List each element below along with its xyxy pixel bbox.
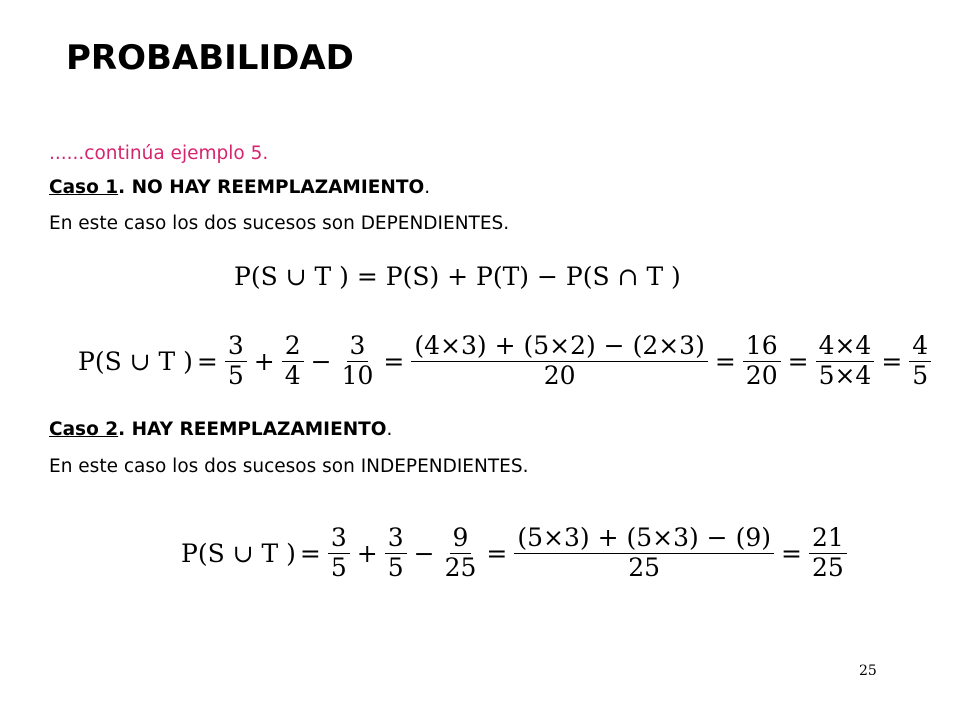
case1-separator: . [118, 177, 132, 198]
case2-heading [49, 419, 392, 440]
fraction [385, 524, 407, 583]
denominator: 25 [811, 552, 844, 582]
case1-lhs: P(S ∪ T ) [78, 346, 193, 376]
numerator: 2 [282, 332, 304, 362]
numerator: (4×3) + (5×2) − (2×3) [411, 332, 707, 362]
numerator: (5×3) + (5×3) − (9) [514, 524, 774, 554]
fraction [328, 524, 350, 583]
denominator: 5 [387, 552, 404, 582]
fraction [809, 524, 847, 583]
fraction [339, 332, 377, 391]
case2-formula [181, 524, 850, 583]
fraction [225, 332, 247, 391]
case1-formula [78, 332, 934, 391]
numerator: 9 [450, 524, 472, 554]
case2-lhs: P(S ∪ T ) [181, 538, 296, 568]
slide-title: PROBABILIDAD [66, 38, 354, 78]
plus-sign: + [253, 346, 275, 376]
denominator: 25 [628, 552, 661, 582]
denominator: 25 [444, 552, 477, 582]
equals-sign: = [299, 538, 321, 568]
numerator: 3 [328, 524, 350, 554]
numerator: 21 [809, 524, 847, 554]
case2-description: En este caso los dos sucesos son INDEPENDIENTES. [49, 456, 529, 477]
equals-sign: = [781, 538, 802, 568]
plus-sign: + [356, 538, 378, 568]
denominator: 20 [543, 360, 576, 390]
continuation-note: ......continúa ejemplo 5. [49, 143, 269, 164]
fraction [411, 332, 707, 391]
case2-separator: . [118, 419, 132, 440]
equals-sign: = [787, 346, 809, 376]
denominator: 5 [330, 552, 347, 582]
case2-period: . [386, 419, 393, 440]
numerator: 3 [385, 524, 407, 554]
numerator: 4 [909, 332, 931, 362]
fraction [909, 332, 931, 391]
case1-title: NO HAY REEMPLAZAMIENTO [131, 177, 425, 198]
fraction [743, 332, 781, 391]
denominator: 4 [284, 360, 301, 390]
case1-period: . [424, 177, 431, 198]
denominator: 5 [227, 360, 244, 390]
fraction [816, 332, 875, 391]
equals-sign: = [881, 346, 903, 376]
fraction [514, 524, 774, 583]
denominator: 10 [341, 360, 374, 390]
denominator: 20 [745, 360, 778, 390]
denominator: 5 [912, 360, 929, 390]
general-formula: P(S ∪ T ) = P(S) + P(T) − P(S ∩ T ) [234, 262, 681, 291]
numerator: 4×4 [816, 332, 875, 362]
denominator: 5×4 [818, 360, 872, 390]
case1-description: En este caso los dos sucesos son DEPENDIENTES. [49, 213, 510, 234]
minus-sign: − [413, 538, 435, 568]
equals-sign: = [196, 346, 218, 376]
case1-label: Caso 1 [49, 177, 119, 198]
case1-heading [49, 177, 430, 198]
case2-label: Caso 2 [49, 419, 119, 440]
equals-sign: = [714, 346, 736, 376]
numerator: 3 [347, 332, 369, 362]
page-number: 25 [859, 663, 877, 679]
fraction [442, 524, 480, 583]
numerator: 3 [225, 332, 247, 362]
numerator: 16 [743, 332, 781, 362]
equals-sign: = [486, 538, 508, 568]
equals-sign: = [383, 346, 405, 376]
case2-title: HAY REEMPLAZAMIENTO [131, 419, 387, 440]
fraction [282, 332, 304, 391]
minus-sign: − [310, 346, 332, 376]
